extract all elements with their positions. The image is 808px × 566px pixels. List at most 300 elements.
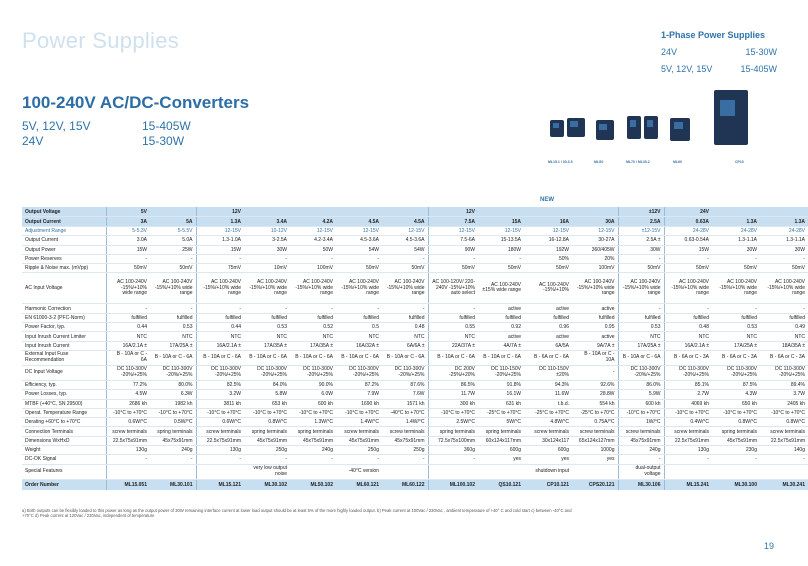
- table-cell: fulfilled: [524, 313, 572, 322]
- table-cell: [428, 464, 478, 479]
- table-cell: 54W: [382, 245, 428, 254]
- table-cell: [382, 464, 428, 479]
- table-cell: 45x75x91mm: [150, 436, 196, 445]
- table-cell: [150, 464, 196, 479]
- table-row: [22, 227, 808, 236]
- table-cell: 3.2W: [196, 390, 244, 399]
- table-cell: 554 kh: [572, 399, 618, 408]
- table-cell: very low output noise: [244, 464, 290, 479]
- table-cell: fulfilled: [290, 313, 336, 322]
- product-caption: ML15.1 / 30.3.5: [548, 160, 573, 164]
- table-cell: B - 10A or C - 6A: [290, 350, 336, 365]
- table-cell: 3-2.5A: [244, 236, 290, 245]
- product-image-ml30-2: [644, 116, 658, 139]
- table-cell: -: [572, 365, 618, 380]
- table-cell: 0.5W/°C: [150, 418, 196, 427]
- table-cell: -: [664, 254, 712, 263]
- table-cell: spring terminals: [244, 427, 290, 436]
- table-cell: fulfilled: [572, 313, 618, 322]
- category-row-1: [661, 47, 777, 57]
- table-cell: AC 100-240V -15%/+10% wide range: [244, 273, 290, 304]
- table-cell: 86.0%: [618, 380, 664, 389]
- table-cell: 3.4A: [244, 217, 290, 227]
- table-cell: ML30.102: [244, 479, 290, 490]
- table-cell: 192W: [524, 245, 572, 254]
- table-cell: 15-13.5A: [478, 236, 524, 245]
- table-cell: AC 100-240V -15%/+10% wide range: [196, 273, 244, 304]
- table-cell: ML60.121: [336, 479, 382, 490]
- table-cell: 5.0A: [150, 236, 196, 245]
- table-cell: -25°C to +70°C: [478, 408, 524, 417]
- table-cell: 10-12V: [244, 227, 290, 236]
- table-cell: CPS20.121: [572, 479, 618, 490]
- table-cell: 3811 kh: [196, 399, 244, 408]
- table-cell: 0.55: [428, 323, 478, 332]
- table-cell: B - 10A or C - 6A: [618, 350, 664, 365]
- table-cell: 240g: [618, 446, 664, 455]
- row-label: MTBF (+40°C, SN 29500): [22, 399, 106, 408]
- row-label: Adjustment Range: [22, 227, 106, 236]
- table-cell: 15W: [106, 245, 150, 254]
- spec-table: [22, 207, 808, 490]
- table-cell: -: [106, 254, 150, 263]
- table-cell: fulfilled: [712, 313, 760, 322]
- table-cell: active: [572, 332, 618, 341]
- table-cell: 0.8W/°C: [244, 418, 290, 427]
- new-badge: NEW: [540, 197, 554, 203]
- table-cell: 28.8W: [572, 390, 618, 399]
- table-row: [22, 236, 808, 245]
- table-cell: 1W/°C: [618, 418, 664, 427]
- table-cell: -: [618, 455, 664, 464]
- table-cell: 0.63-0.54A: [664, 236, 712, 245]
- table-cell: ML15.241: [664, 479, 712, 490]
- table-cell: 30W: [760, 245, 808, 254]
- table-cell: ML15.121: [196, 479, 244, 490]
- table-cell: -: [244, 455, 290, 464]
- table-cell: 50mV: [712, 264, 760, 273]
- subtitle-power: 15-30W: [142, 134, 185, 148]
- table-cell: 30W: [618, 245, 664, 254]
- subtitle-row-1: [22, 119, 191, 133]
- table-cell: [664, 464, 712, 479]
- row-label: Harmonic Correction: [22, 304, 106, 313]
- table-cell: -: [106, 304, 150, 313]
- table-cell: 16A/2.1A ±: [664, 341, 712, 350]
- table-cell: ML100.102: [428, 479, 478, 490]
- table-cell: 0.53: [618, 323, 664, 332]
- product-image-ml70: [627, 116, 641, 139]
- table-cell: -10°C to +70°C: [664, 408, 712, 417]
- table-cell: AC 100-120V/ 220-240V -15%/+10% auto select: [428, 273, 478, 304]
- table-row: [22, 264, 808, 273]
- table-cell: -10°C to +70°C: [336, 408, 382, 417]
- table-cell: DC 110-300V -20%/+25%: [244, 365, 290, 380]
- table-cell: 90W: [428, 245, 478, 254]
- table-cell: 50mV: [428, 264, 478, 273]
- table-cell: [572, 207, 618, 217]
- table-cell: DC 110-300V -20%/+25%: [618, 365, 664, 380]
- table-row: [22, 332, 808, 341]
- table-cell: 54W: [336, 245, 382, 254]
- table-cell: 631 kh: [478, 399, 524, 408]
- table-cell: 12-15V: [524, 227, 572, 236]
- table-cell: -: [244, 254, 290, 263]
- table-cell: 12-15V: [428, 227, 478, 236]
- table-cell: QS10.121: [478, 479, 524, 490]
- row-label: DC-OK Signal: [22, 455, 106, 464]
- table-cell: NTC: [382, 332, 428, 341]
- table-cell: 1982 kh: [150, 399, 196, 408]
- table-cell: -25°C to +70°C: [572, 408, 618, 417]
- table-cell: 5-5.3V: [106, 227, 150, 236]
- category-title: 1-Phase Power Supplies: [661, 30, 766, 40]
- table-cell: 0.63A: [664, 217, 712, 227]
- table-cell: 4.5A: [336, 217, 382, 227]
- table-cell: 6.3W: [150, 390, 196, 399]
- table-cell: fulfilled: [150, 313, 196, 322]
- table-cell: 45x75x91mm: [290, 436, 336, 445]
- table-cell: 0.49: [760, 323, 808, 332]
- table-cell: [106, 464, 150, 479]
- subtitle-voltage: 5V, 12V, 15V: [22, 119, 91, 133]
- table-cell: 130g: [196, 446, 244, 455]
- row-label: Weight: [22, 446, 106, 455]
- table-row: [22, 207, 808, 217]
- table-cell: active: [524, 332, 572, 341]
- table-cell: 24V: [664, 207, 712, 217]
- table-cell: 16A/2.1A ±: [106, 341, 150, 350]
- table-cell: -: [150, 304, 196, 313]
- table-cell: [524, 207, 572, 217]
- table-cell: fulfilled: [478, 313, 524, 322]
- table-cell: 600g: [524, 446, 572, 455]
- table-cell: 130g: [106, 446, 150, 455]
- product-image-ml50: [596, 120, 614, 140]
- table-cell: 180W: [478, 245, 524, 254]
- table-cell: spring terminals: [428, 427, 478, 436]
- table-cell: 25W: [150, 245, 196, 254]
- table-cell: 650 kh: [712, 399, 760, 408]
- table-cell: 16A: [524, 217, 572, 227]
- section-header-title: Power Supplies: [22, 28, 180, 53]
- table-cell: -: [336, 254, 382, 263]
- table-cell: 45x75x91mm: [336, 436, 382, 445]
- table-cell: 0.48: [382, 323, 428, 332]
- table-cell: 5.8W: [244, 390, 290, 399]
- table-cell: 50mV: [478, 264, 524, 273]
- table-cell: [572, 464, 618, 479]
- table-cell: fulfilled: [106, 313, 150, 322]
- table-cell: 30A: [572, 217, 618, 227]
- table-cell: 17A/25A ±: [150, 341, 196, 350]
- category-row-right: 15-405W: [740, 64, 777, 74]
- table-cell: spring terminals: [712, 427, 760, 436]
- table-cell: 4.5-3.6A: [336, 236, 382, 245]
- table-cell: B - 6A or C - 6A: [524, 350, 572, 365]
- table-cell: -: [290, 455, 336, 464]
- product-caption: CP10: [735, 160, 744, 164]
- table-cell: AC 100-240V -15%/+10% wide range: [618, 273, 664, 304]
- table-cell: 7.5-6A: [428, 236, 478, 245]
- row-label: Connection Terminals: [22, 427, 106, 436]
- table-cell: NTC: [712, 332, 760, 341]
- table-cell: 12-15V: [336, 227, 382, 236]
- table-cell: NTC: [150, 332, 196, 341]
- table-cell: NTC: [244, 332, 290, 341]
- table-cell: 11.6W: [524, 390, 572, 399]
- table-cell: 16A/32A ±: [336, 341, 382, 350]
- table-cell: -: [336, 304, 382, 313]
- page-title: 100-240V AC/DC-Converters: [22, 93, 250, 112]
- table-cell: 17A/25A ±: [618, 341, 664, 350]
- product-image-ml30: [567, 118, 585, 137]
- table-cell: 4A/7A ±: [478, 341, 524, 350]
- category-row-left: 5V, 12V, 15V: [661, 64, 713, 74]
- row-label: Power Losses, typ.: [22, 390, 106, 399]
- table-cell: 0.96: [524, 323, 572, 332]
- table-cell: 50mV: [524, 264, 572, 273]
- table-cell: 1.3A: [196, 217, 244, 227]
- table-cell: -: [712, 304, 760, 313]
- table-cell: 4.2A: [290, 217, 336, 227]
- table-cell: fulfilled: [618, 313, 664, 322]
- row-label: External Input Fuse Recommendation: [22, 350, 106, 365]
- table-cell: dual-output voltage: [618, 464, 664, 479]
- table-cell: screw terminals: [618, 427, 664, 436]
- table-cell: 11.7W: [428, 390, 478, 399]
- table-cell: 4.2-3.4A: [290, 236, 336, 245]
- row-label: Special Features: [22, 464, 106, 479]
- table-cell: ML50.102: [290, 479, 336, 490]
- table-cell: 0.53: [244, 323, 290, 332]
- table-cell: ML30.106: [618, 479, 664, 490]
- table-cell: B - 10A or C - 6A: [478, 350, 524, 365]
- table-cell: 2.5A: [618, 217, 664, 227]
- row-label: Dimensions WxHxD: [22, 436, 106, 445]
- table-cell: -: [428, 455, 478, 464]
- table-cell: ±12-15V: [618, 227, 664, 236]
- table-cell: -: [290, 254, 336, 263]
- row-label: Operat. Temperature Range: [22, 408, 106, 417]
- table-cell: 50mV: [664, 264, 712, 273]
- table-cell: 2.5A ±: [618, 236, 664, 245]
- table-cell: -: [382, 455, 428, 464]
- table-cell: 360g: [428, 446, 478, 455]
- table-cell: 0.5: [336, 323, 382, 332]
- table-cell: NTC: [618, 332, 664, 341]
- table-cell: 0.44: [196, 323, 244, 332]
- table-cell: 1.3-1.1A: [712, 236, 760, 245]
- table-cell: 5V: [106, 207, 150, 217]
- table-cell: DC 110-150V ±20%: [524, 365, 572, 380]
- table-cell: 50mV: [382, 264, 428, 273]
- table-cell: AC 100-240V -15%/+10%: [524, 273, 572, 304]
- table-cell: screw terminals: [524, 427, 572, 436]
- table-cell: 140g: [760, 446, 808, 455]
- table-row: [22, 313, 808, 322]
- table-row: [22, 418, 808, 427]
- table-cell: 1.3-1.0A: [196, 236, 244, 245]
- table-cell: fulfilled: [760, 313, 808, 322]
- table-row: [22, 341, 808, 350]
- table-cell: 5W/°C: [478, 418, 524, 427]
- table-cell: 600 kh: [618, 399, 664, 408]
- table-cell: 5A: [150, 217, 196, 227]
- table-cell: 2405 kh: [760, 399, 808, 408]
- table-cell: 0.8W/°C: [760, 418, 808, 427]
- table-cell: 60x124x117mm: [478, 436, 524, 445]
- product-images: [538, 80, 788, 180]
- table-cell: -: [712, 254, 760, 263]
- table-cell: [712, 207, 760, 217]
- product-caption: ML60: [673, 160, 682, 164]
- table-cell: 0.53: [712, 323, 760, 332]
- row-label: EN 61000-3-2 (PFC-Norm): [22, 313, 106, 322]
- table-cell: 0.52: [290, 323, 336, 332]
- table-cell: 1.4W/°C: [382, 418, 428, 427]
- product-caption: MLS0: [594, 160, 604, 164]
- table-cell: 1.3A: [760, 217, 808, 227]
- table-row: [22, 245, 808, 254]
- table-cell: 50W: [290, 245, 336, 254]
- table-cell: 15A: [478, 217, 524, 227]
- table-cell: 84.0%: [244, 380, 290, 389]
- table-cell: 45x75x91mm: [618, 436, 664, 445]
- table-cell: t.b.d.: [524, 399, 572, 408]
- table-cell: CP10.121: [524, 479, 572, 490]
- table-cell: 1.3A: [712, 217, 760, 227]
- table-cell: -: [618, 254, 664, 263]
- row-label: Efficiency, typ.: [22, 380, 106, 389]
- table-cell: -: [106, 455, 150, 464]
- table-cell: 77.2%: [106, 380, 150, 389]
- table-cell: 0.6W/°C: [196, 418, 244, 427]
- table-cell: B - 10A or C - 6A: [336, 350, 382, 365]
- table-cell: AC 100-240V ±15% wide range: [478, 273, 524, 304]
- table-cell: 2686 kh: [106, 399, 150, 408]
- category-row-right: 15-30W: [745, 47, 777, 57]
- table-cell: 50mV: [106, 264, 150, 273]
- table-cell: 2.5W/°C: [428, 418, 478, 427]
- table-cell: 45x75x91mm: [244, 436, 290, 445]
- table-cell: [244, 207, 290, 217]
- table-cell: screw terminals: [106, 427, 150, 436]
- table-cell: 0.6W/°C: [106, 418, 150, 427]
- table-cell: spring terminals: [150, 427, 196, 436]
- table-cell: screw terminals: [572, 427, 618, 436]
- row-label: Ripple & Noise max. (mVpp): [22, 264, 106, 273]
- table-cell: 1571 kh: [382, 399, 428, 408]
- table-cell: [478, 464, 524, 479]
- table-cell: B - 6A or C - 3A: [664, 350, 712, 365]
- table-cell: 24-28V: [712, 227, 760, 236]
- row-label: Order Number: [22, 479, 106, 490]
- table-cell: DC 110-300V -20%/+25%: [290, 365, 336, 380]
- table-cell: DC 110-300V -20%/+25%: [106, 365, 150, 380]
- table-cell: B - 10A or C - 6A: [244, 350, 290, 365]
- category-row-left: 24V: [661, 47, 678, 57]
- table-row: [22, 399, 808, 408]
- table-cell: -: [150, 254, 196, 263]
- table-cell: 30-27A: [572, 236, 618, 245]
- table-cell: shutdown input: [524, 464, 572, 479]
- table-cell: 30W: [712, 245, 760, 254]
- table-cell: -40°C version: [336, 464, 382, 479]
- table-cell: 4.5A: [382, 217, 428, 227]
- table-row: [22, 273, 808, 304]
- table-cell: 82.5%: [196, 380, 244, 389]
- row-label: Derating +60°C to +70°C: [22, 418, 106, 427]
- table-cell: 230g: [712, 446, 760, 455]
- table-cell: DC 110-300V -20%/+25%: [150, 365, 196, 380]
- table-cell: 7.5A: [428, 217, 478, 227]
- table-cell: fulfilled: [336, 313, 382, 322]
- table-cell: 9A/7A ±: [572, 341, 618, 350]
- table-cell: screw terminals: [336, 427, 382, 436]
- table-cell: fulfilled: [428, 313, 478, 322]
- table-cell: 92.6%: [572, 380, 618, 389]
- table-cell: 22.5x75x91mm: [106, 436, 150, 445]
- table-cell: 22.5x75x91mm: [664, 436, 712, 445]
- table-cell: AC 100-240V -15%/+10% wide range: [760, 273, 808, 304]
- table-row: [22, 427, 808, 436]
- table-cell: 90.0%: [290, 380, 336, 389]
- table-cell: 30W: [244, 245, 290, 254]
- table-cell: 1.3-1.1A: [760, 236, 808, 245]
- table-cell: 12-15V: [382, 227, 428, 236]
- table-cell: 18A/35A ±: [760, 341, 808, 350]
- table-cell: [382, 207, 428, 217]
- table-cell: 24-28V: [664, 227, 712, 236]
- table-cell: 17A/25A ±: [712, 341, 760, 350]
- table-cell: 65x124x127mm: [572, 436, 618, 445]
- row-label: Output Power: [22, 245, 106, 254]
- table-cell: 600 kh: [290, 399, 336, 408]
- table-cell: 0.4W/°C: [664, 418, 712, 427]
- table-cell: 0.75A/°C: [572, 418, 618, 427]
- footnote: a) Both outputs can be flexibly loaded to this power as long as the output power of 30W remaining interface current at lower load output should be at least 5% of the more highly loaded output. b) Peak current at 100Vac / 230Vac , ambient temperature of +40° C and cold start c) between -40°C and +70°C d) Peak current at 120Vac / 230Vac, independent of temperature: [22, 508, 572, 519]
- table-cell: 600g: [478, 446, 524, 455]
- table-cell: 50%: [524, 254, 572, 263]
- table-cell: ML30.241: [760, 479, 808, 490]
- table-cell: 240g: [150, 446, 196, 455]
- table-cell: 100mV: [290, 264, 336, 273]
- row-label: Output Current: [22, 236, 106, 245]
- table-cell: 4.5-3.6A: [382, 236, 428, 245]
- table-cell: 89.4%: [760, 380, 808, 389]
- table-cell: DC 110-300V -20%/+25%: [712, 365, 760, 380]
- table-cell: 50mV: [336, 264, 382, 273]
- table-cell: DC 200V -25%/+20%: [428, 365, 478, 380]
- table-row: [22, 455, 808, 464]
- table-cell: 22A/37A ±: [428, 341, 478, 350]
- table-cell: -: [196, 254, 244, 263]
- row-label: Power Reserves: [22, 254, 106, 263]
- table-row: [22, 479, 808, 490]
- table-cell: 22.5x75x91mm: [760, 436, 808, 445]
- table-cell: 87.5%: [712, 380, 760, 389]
- table-cell: -: [382, 304, 428, 313]
- table-cell: 300 kh: [428, 399, 478, 408]
- table-cell: 250g: [382, 446, 428, 455]
- table-cell: 91.8%: [478, 380, 524, 389]
- table-cell: screw terminals: [382, 427, 428, 436]
- table-cell: -40°C to +70°C: [382, 408, 428, 417]
- page-number: 19: [764, 541, 775, 551]
- table-cell: fulfilled: [244, 313, 290, 322]
- table-cell: 12-15V: [478, 227, 524, 236]
